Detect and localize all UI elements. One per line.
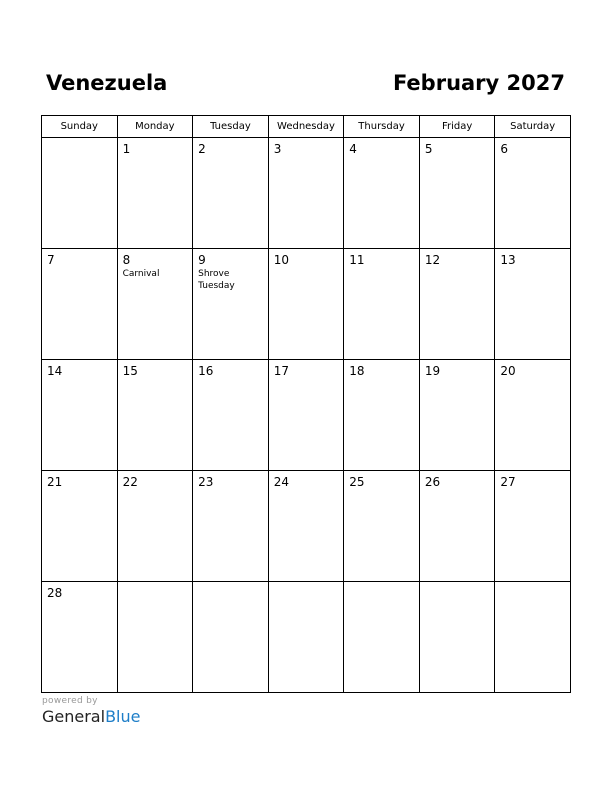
day-number: 19 [424,364,441,378]
day-cell [419,471,495,582]
day-cell [117,360,193,471]
day-cell [419,360,495,471]
day-number: 12 [424,253,441,267]
day-number: 28 [47,586,63,600]
week-row [42,360,571,471]
day-number: 8 [122,253,131,267]
day-number: 14 [47,364,63,378]
day-number: 20 [500,364,516,378]
weekday-header: Thursday [344,116,420,138]
day-cell [495,249,571,360]
day-cell [419,249,495,360]
week-row [42,249,571,360]
brand-logo [42,707,140,727]
day-cell [193,249,269,360]
day-number: 13 [500,253,516,267]
day-cell [42,471,118,582]
day-number: 24 [273,475,289,489]
footer-branding [42,696,140,727]
weekday-header: Friday [419,116,495,138]
day-number: 23 [198,475,214,489]
day-cell [117,249,193,360]
day-cell [495,360,571,471]
week-row [42,471,571,582]
day-cell [42,138,118,249]
day-number: 27 [500,475,516,489]
holiday-label: Shrove Tuesday [198,269,235,291]
day-number: 21 [47,475,63,489]
weekday-header-row [42,116,571,138]
day-cell [344,249,420,360]
day-number: 15 [122,364,138,378]
day-cell [268,249,344,360]
day-cell [344,138,420,249]
country-title: Venezuela [46,71,168,95]
day-number: 10 [273,253,289,267]
day-cell [344,471,420,582]
week-row [42,582,571,693]
day-cell [193,471,269,582]
day-number: 9 [198,253,206,267]
powered-by-text: powered by [42,696,98,706]
day-cell [193,138,269,249]
weekday-header: Tuesday [193,116,269,138]
weekday-header: Wednesday [268,116,344,138]
day-number: 2 [198,142,206,156]
day-cell [268,138,344,249]
day-cell [117,582,193,693]
day-cell [193,582,269,693]
day-number: 16 [198,364,214,378]
day-number: 22 [122,475,138,489]
day-cell [42,249,118,360]
calendar-grid [41,115,571,693]
day-cell [344,582,420,693]
day-number: 7 [47,253,55,267]
day-number: 1 [122,142,131,156]
week-row [42,138,571,249]
weekday-header: Sunday [42,116,118,138]
day-cell [495,471,571,582]
day-number: 5 [424,142,433,156]
day-number: 25 [349,475,365,489]
day-cell [419,582,495,693]
day-cell [419,138,495,249]
holiday-label: Carnival [122,269,160,279]
day-cell [268,471,344,582]
day-cell [495,582,571,693]
brand-name-general: General [42,707,106,726]
day-cell [42,360,118,471]
brand-name-blue: Blue [105,707,141,726]
day-cell [42,582,118,693]
day-number: 26 [424,475,441,489]
day-number: 11 [349,253,365,267]
day-cell [193,360,269,471]
day-cell [117,138,193,249]
month-title: February 2027 [392,71,565,95]
weekday-header: Saturday [495,116,571,138]
weekday-header: Monday [117,116,193,138]
day-cell [268,360,344,471]
day-number: 18 [349,364,365,378]
day-number: 6 [500,142,509,156]
day-number: 17 [273,364,289,378]
day-cell [268,582,344,693]
day-number: 4 [349,142,357,156]
day-number: 3 [273,142,282,156]
day-cell [495,138,571,249]
day-cell [117,471,193,582]
day-cell [344,360,420,471]
